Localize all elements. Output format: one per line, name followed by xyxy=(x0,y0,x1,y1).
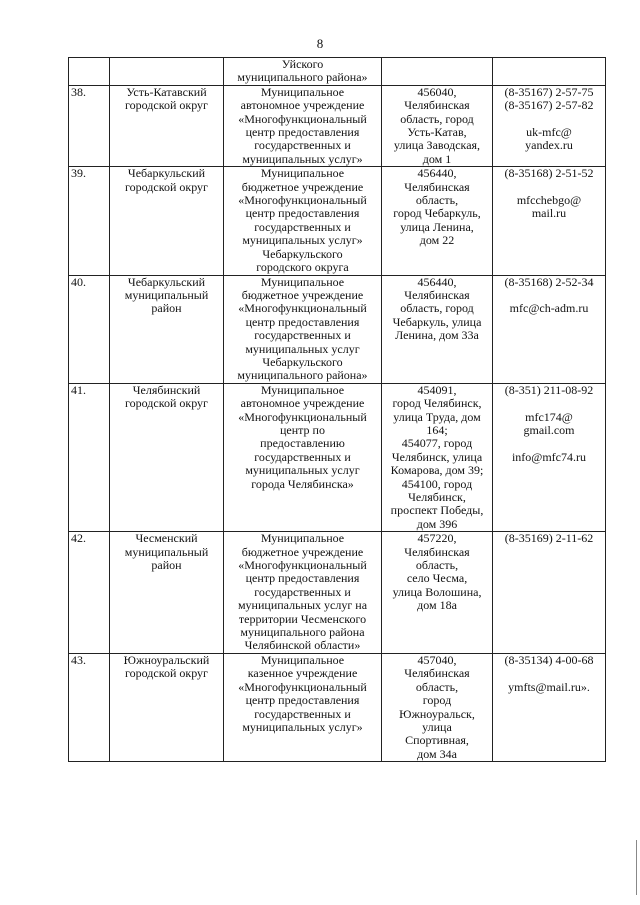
contact-line: (8-35168) 2-51-52 xyxy=(504,166,594,181)
org-line: «Многофункциональный xyxy=(238,409,367,424)
org-line: муниципальных услуг xyxy=(245,341,360,356)
cell-num: 43. xyxy=(69,653,110,761)
name-line: Южноуральский xyxy=(123,652,210,667)
table-body xyxy=(69,58,606,762)
name-line: городской округ xyxy=(125,666,208,681)
org-line: государственных и xyxy=(254,219,351,234)
page-number: 8 xyxy=(316,36,324,51)
contact-line: gmail.com xyxy=(523,422,575,437)
addr-line: 457040, xyxy=(417,652,457,667)
addr-line: дом 18а xyxy=(417,598,457,613)
contact-line: (8-351) 211-08-92 xyxy=(504,382,594,397)
name-line: Усть-Катавский xyxy=(126,84,207,99)
addr-line: область, xyxy=(415,193,459,208)
org-line: бюджетное учреждение xyxy=(241,287,364,302)
contact-line: (8-35167) 2-57-75 xyxy=(504,84,594,99)
org-line: центр предоставления xyxy=(245,571,360,586)
addr-line: 454100, город xyxy=(401,476,473,491)
org-line: казенное учреждение xyxy=(247,666,358,681)
cell-contact xyxy=(493,167,606,275)
cell-contact xyxy=(493,58,606,86)
spacer xyxy=(495,667,603,680)
addr-line: 456040, xyxy=(417,84,457,99)
addr-line: дом 1 xyxy=(422,151,452,166)
org-line: Уйского xyxy=(281,57,324,71)
cell-addr xyxy=(382,532,493,654)
org-line: бюджетное учреждение xyxy=(241,179,364,194)
addr-line: область, xyxy=(415,558,459,573)
cell-num: 42. xyxy=(69,532,110,654)
name-line: городской округ xyxy=(125,179,208,194)
addr-line: улица Заводская, xyxy=(393,138,481,153)
org-line: государственных и xyxy=(254,449,351,464)
org-line: государственных и xyxy=(254,138,351,153)
org-line: Чебаркульского xyxy=(262,246,343,261)
org-line: предоставлению xyxy=(260,436,345,451)
cell-org xyxy=(224,85,382,166)
org-line: Чебаркульского xyxy=(262,354,343,369)
org-line: муниципального района» xyxy=(237,70,368,85)
cell-addr xyxy=(382,275,493,383)
org-line: автономное учреждение xyxy=(240,98,365,113)
cell-num: 38. xyxy=(69,85,110,166)
cell-addr xyxy=(382,653,493,761)
contact-line[interactable]: mfc@ch-adm.ru xyxy=(509,301,589,316)
org-line: муниципального района» xyxy=(237,368,368,383)
addr-line: Челябинская xyxy=(404,98,470,113)
org-line: Муниципальное xyxy=(260,166,345,181)
cell-num: 41. xyxy=(69,383,110,531)
org-line: «Многофункциональный xyxy=(238,301,367,316)
addr-line: село Чесма, xyxy=(406,571,468,586)
name-line: Чебаркульский xyxy=(127,166,206,181)
contact-line: mail.ru xyxy=(531,206,567,221)
cell-addr xyxy=(382,383,493,531)
table-row xyxy=(69,167,606,275)
addr-line: город Чебаркуль, xyxy=(393,206,481,221)
org-line: бюджетное учреждение xyxy=(241,544,364,559)
org-line: центр предоставления xyxy=(245,314,360,329)
contact-line[interactable]: ymfts@mail.ru». xyxy=(508,679,590,694)
continuation-row xyxy=(69,58,606,86)
cell-addr xyxy=(382,58,493,86)
addr-line: улица Ленина, xyxy=(400,219,474,234)
addr-line: Челябинская xyxy=(404,544,470,559)
mfc-registry-table xyxy=(68,57,606,762)
contact-line: yandex.ru xyxy=(525,138,573,153)
table-row xyxy=(69,85,606,166)
cell-contact xyxy=(493,653,606,761)
contact-line: (8-35169) 2-11-62 xyxy=(504,531,594,546)
cell-org xyxy=(224,167,382,275)
addr-line: область, город xyxy=(400,111,474,126)
org-line: Муниципальное xyxy=(260,274,345,289)
org-line: государственных и xyxy=(254,706,351,721)
table-row xyxy=(69,532,606,654)
edge-mark xyxy=(636,840,637,895)
cell-addr xyxy=(382,85,493,166)
cell-name xyxy=(110,653,224,761)
org-line: центр предоставления xyxy=(245,125,360,140)
addr-line: дом 396 xyxy=(416,516,458,531)
org-line: «Многофункциональный xyxy=(238,193,367,208)
contact-line[interactable]: info@mfc74.ru xyxy=(511,449,587,464)
addr-line: 456440, xyxy=(417,274,457,289)
contact-line: (8-35167) 2-57-82 xyxy=(504,98,594,113)
org-line: Муниципальное xyxy=(260,84,345,99)
addr-line: Челябинск, xyxy=(408,490,466,504)
spacer xyxy=(495,289,603,302)
table-row xyxy=(69,275,606,383)
addr-line: дом 34а xyxy=(417,746,457,761)
addr-line: 454091, xyxy=(417,382,457,397)
cell-name xyxy=(110,58,224,86)
cell-name xyxy=(110,383,224,531)
cell-num: 40. xyxy=(69,275,110,383)
spacer xyxy=(495,437,603,450)
addr-line: улица Волошина, xyxy=(392,584,482,599)
addr-line: 456440, xyxy=(417,166,457,181)
name-line: Челябинский xyxy=(132,382,201,397)
cell-org xyxy=(224,58,382,86)
name-line: Чесменский xyxy=(135,531,198,546)
org-line: Челябинской области» xyxy=(244,638,361,653)
org-line: Муниципальное xyxy=(260,531,345,546)
cell-org xyxy=(224,653,382,761)
cell-contact xyxy=(493,383,606,531)
org-line: государственных и xyxy=(254,328,351,343)
table-row xyxy=(69,653,606,761)
cell-org xyxy=(224,275,382,383)
org-line: города Челябинска» xyxy=(251,476,354,491)
table-row xyxy=(69,383,606,531)
org-line: государственных и xyxy=(254,584,351,599)
spacer xyxy=(495,113,603,126)
cell-name xyxy=(110,275,224,383)
cell-org xyxy=(224,383,382,531)
cell-name xyxy=(110,167,224,275)
addr-line: 454077, город xyxy=(401,436,473,451)
addr-line: Челябинская xyxy=(404,287,470,302)
addr-line: Ленина, дом 33а xyxy=(395,328,479,343)
cell-contact xyxy=(493,85,606,166)
addr-line: Челябинская xyxy=(404,666,470,681)
addr-line: город xyxy=(422,693,452,708)
org-line: территории Чесменского xyxy=(238,611,367,626)
org-line: Муниципальное xyxy=(260,382,345,397)
cell-num: 39. xyxy=(69,167,110,275)
addr-line: Челябинская xyxy=(404,179,470,194)
org-line: Муниципальное xyxy=(260,652,345,667)
cell-name xyxy=(110,532,224,654)
org-line: «Многофункциональный xyxy=(238,679,367,694)
contact-line: (8-35134) 4-00-68 xyxy=(504,652,594,667)
cell-name xyxy=(110,85,224,166)
addr-line: улица xyxy=(422,719,452,734)
addr-line: область, город xyxy=(400,301,474,316)
addr-line: Чебаркуль, улица xyxy=(392,314,482,329)
org-line: муниципальных услуг» xyxy=(242,719,363,734)
name-line: городской округ xyxy=(125,396,208,411)
org-line: муниципальных услуг» xyxy=(242,233,363,248)
org-line: центр по xyxy=(280,422,325,437)
org-line: центр предоставления xyxy=(245,693,360,708)
contact-line[interactable]: mfcchebgo@ xyxy=(516,193,582,208)
addr-line: Комарова, дом 39; xyxy=(390,463,484,478)
name-line: район xyxy=(151,558,182,573)
addr-line: проспект Победы, xyxy=(390,503,484,518)
name-line: муниципальный xyxy=(124,287,209,302)
addr-line: Спортивная, xyxy=(405,733,469,748)
org-line: центр предоставления xyxy=(245,206,360,221)
org-line: муниципального района xyxy=(240,625,365,640)
org-line: муниципальных услуг xyxy=(245,463,360,478)
addr-line: Усть-Катав, xyxy=(407,125,467,140)
org-line: муниципальных услуг» xyxy=(242,151,363,166)
name-line: городской округ xyxy=(125,98,208,113)
contact-line[interactable]: uk-mfc@ xyxy=(526,125,572,140)
addr-line: 164; xyxy=(426,422,448,437)
addr-line: город Челябинск, xyxy=(392,396,482,411)
addr-line: 457220, xyxy=(417,531,457,546)
name-line: район xyxy=(151,301,182,316)
addr-line: область, xyxy=(415,679,459,694)
name-line: Чебаркульский xyxy=(127,274,206,289)
org-line: муниципальных услуг на xyxy=(237,598,368,613)
org-line: «Многофункциональный xyxy=(238,111,367,126)
org-line: автономное учреждение xyxy=(240,396,365,411)
cell-addr xyxy=(382,167,493,275)
spacer xyxy=(495,397,603,410)
name-line: муниципальный xyxy=(124,544,209,559)
cell-org xyxy=(224,532,382,654)
addr-line: Южноуральск, xyxy=(399,706,475,721)
org-line: городского округа xyxy=(256,260,349,275)
addr-line: улица Труда, дом xyxy=(393,409,481,424)
cell-contact xyxy=(493,275,606,383)
addr-line: Челябинск, улица xyxy=(391,449,483,464)
cell-contact xyxy=(493,532,606,654)
spacer xyxy=(495,181,603,194)
addr-line: дом 22 xyxy=(419,233,455,248)
cell-num xyxy=(69,58,110,86)
contact-line[interactable]: mfc174@ xyxy=(525,409,573,424)
contact-line: (8-35168) 2-52-34 xyxy=(504,274,594,289)
org-line: «Многофункциональный xyxy=(238,558,367,573)
